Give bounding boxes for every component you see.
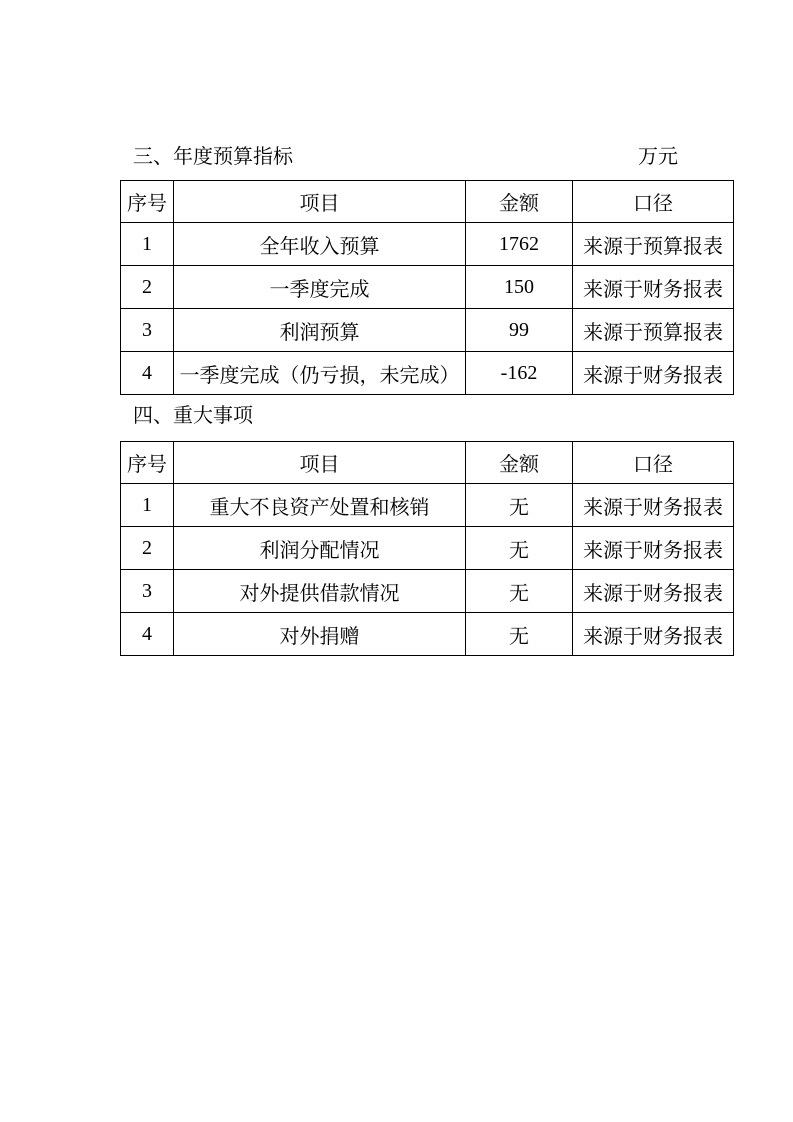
table-cell: 无 <box>466 570 573 613</box>
table-row <box>121 309 734 352</box>
section-title: 三、年度预算指标 <box>133 146 293 168</box>
table-cell: 无 <box>466 484 573 527</box>
table-cell: 来源于财务报表 <box>573 352 734 395</box>
table-header-row <box>121 181 734 223</box>
table-header-row <box>121 442 734 484</box>
table-cell: 3 <box>121 570 174 613</box>
table-cell: 来源于财务报表 <box>573 613 734 656</box>
table-cell: 对外捐赠 <box>174 613 466 656</box>
table-cell: 150 <box>466 266 573 309</box>
table-header-cell: 序号 <box>121 181 174 223</box>
major-events-table <box>120 441 734 656</box>
table-row <box>121 352 734 395</box>
section-title: 四、重大事项 <box>133 405 253 427</box>
table-cell: 无 <box>466 613 573 656</box>
table-cell: 全年收入预算 <box>174 223 466 266</box>
annual-budget-table <box>120 180 734 395</box>
table-cell: 来源于财务报表 <box>573 527 734 570</box>
table-cell: 来源于财务报表 <box>573 570 734 613</box>
table-cell: 2 <box>121 266 174 309</box>
table-cell: 1 <box>121 484 174 527</box>
table-cell: 1 <box>121 223 174 266</box>
table-header-cell: 口径 <box>573 442 734 484</box>
table-cell: 2 <box>121 527 174 570</box>
table-row <box>121 484 734 527</box>
table-cell: 一季度完成 <box>174 266 466 309</box>
table-cell: 利润分配情况 <box>174 527 466 570</box>
table-row <box>121 223 734 266</box>
table-cell: 99 <box>466 309 573 352</box>
table-cell: -162 <box>466 352 573 395</box>
table-row <box>121 266 734 309</box>
table-row <box>121 613 734 656</box>
table-row <box>121 527 734 570</box>
table-header-cell: 项目 <box>174 181 466 223</box>
table-row <box>121 570 734 613</box>
table-cell: 3 <box>121 309 174 352</box>
table-header-cell: 口径 <box>573 181 734 223</box>
table-cell: 1762 <box>466 223 573 266</box>
section-heading-major-events <box>120 405 733 427</box>
table-cell: 来源于预算报表 <box>573 309 734 352</box>
table-cell: 重大不良资产处置和核销 <box>174 484 466 527</box>
table-header-cell: 序号 <box>121 442 174 484</box>
table-cell: 来源于预算报表 <box>573 223 734 266</box>
document-content <box>120 146 733 656</box>
table-cell: 4 <box>121 352 174 395</box>
table-cell: 来源于财务报表 <box>573 484 734 527</box>
table-cell: 一季度完成（仍亏损，未完成） <box>174 352 466 395</box>
table-cell: 利润预算 <box>174 309 466 352</box>
unit-label: 万元 <box>638 146 678 168</box>
section-heading-annual-budget <box>120 146 733 168</box>
table-header-cell: 金额 <box>466 181 573 223</box>
table-cell: 无 <box>466 527 573 570</box>
table-cell: 4 <box>121 613 174 656</box>
table-header-cell: 项目 <box>174 442 466 484</box>
table-cell: 对外提供借款情况 <box>174 570 466 613</box>
table-header-cell: 金额 <box>466 442 573 484</box>
table-cell: 来源于财务报表 <box>573 266 734 309</box>
